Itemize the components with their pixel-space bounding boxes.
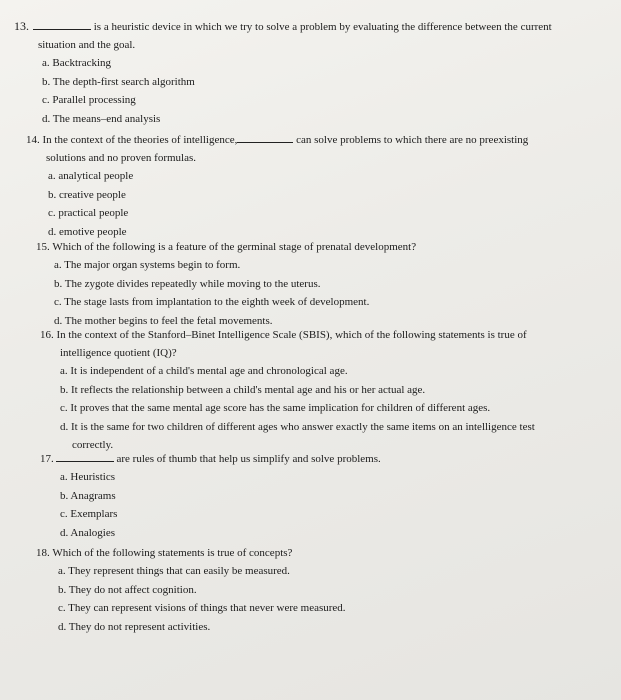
question-18 <box>36 544 346 636</box>
answer-blank <box>56 450 114 462</box>
answer-blank <box>237 131 293 143</box>
question-14 <box>26 131 528 241</box>
question-number: 15. <box>36 241 50 253</box>
option-d: d. The mother begins to feel the fetal movements. <box>54 314 273 327</box>
option-a: a. It is independent of a child's mental age and chronological age. <box>60 365 348 377</box>
option-b: b. The depth-first search algorithm <box>42 75 195 88</box>
option-a: a. Backtracking <box>42 57 112 69</box>
option-b: b. creative people <box>48 188 126 201</box>
option-c: c. Exemplars <box>60 508 118 520</box>
question-number: 13. <box>14 19 29 33</box>
option-d: d. The means–end analysis <box>42 112 161 125</box>
option-c: c. They can represent visions of things that never were measured. <box>58 602 346 614</box>
option-a: a. analytical people <box>48 170 134 182</box>
question-number: 16. <box>40 329 54 341</box>
question-stem: intelligence quotient (IQ)? <box>60 347 177 359</box>
option-c: c. The stage lasts from implantation to the eighth week of development. <box>54 296 370 308</box>
question-stem: situation and the goal. <box>38 39 136 51</box>
option-c: c. It proves that the same mental age score has the same implication for children of different ages. <box>60 402 491 414</box>
option-d: d. Analogies <box>60 526 115 539</box>
option-a: a. Heuristics <box>60 471 115 483</box>
option-c: c. practical people <box>48 207 129 219</box>
option-a: a. They represent things that can easily be measured. <box>58 565 290 577</box>
question-stem: In the context of the Stanford–Binet Intelligence Scale (SBIS), which of the following statements is true of <box>56 329 527 341</box>
question-stem: can solve problems to which there are no preexisting <box>296 134 529 146</box>
question-stem: is a heuristic device in which we try to solve a problem by evaluating the difference between the current <box>93 21 552 33</box>
question-number: 18. <box>36 547 50 559</box>
option-b: b. Anagrams <box>60 489 116 502</box>
option-b: b. It reflects the relationship between a child's mental age and his or her actual age. <box>60 383 426 396</box>
question-stem: Which of the following is a feature of the germinal stage of prenatal development? <box>52 241 417 253</box>
option-d: d. emotive people <box>48 225 127 238</box>
option-d-continued: correctly. <box>72 439 114 451</box>
option-c: c. Parallel processing <box>42 94 136 106</box>
question-number: 14. <box>26 134 40 146</box>
question-15 <box>36 238 416 330</box>
question-number: 17. <box>40 453 54 465</box>
question-stem: are rules of thumb that help us simplify and solve problems. <box>116 453 381 465</box>
question-stem: Which of the following statements is true of concepts? <box>52 547 293 559</box>
question-16 <box>40 326 535 455</box>
question-stem: In the context of the theories of intelligence, <box>42 134 238 146</box>
question-17 <box>40 450 381 542</box>
option-d: d. They do not represent activities. <box>58 620 211 633</box>
answer-blank <box>33 18 91 30</box>
question-13 <box>14 17 552 128</box>
option-a: a. The major organ systems begin to form. <box>54 259 241 271</box>
option-d: d. It is the same for two children of different ages who answer exactly the same items on an intelligence test <box>60 420 535 433</box>
question-stem: solutions and no proven formulas. <box>46 152 197 164</box>
option-b: b. They do not affect cognition. <box>58 583 197 596</box>
option-b: b. The zygote divides repeatedly while moving to the uterus. <box>54 277 321 290</box>
